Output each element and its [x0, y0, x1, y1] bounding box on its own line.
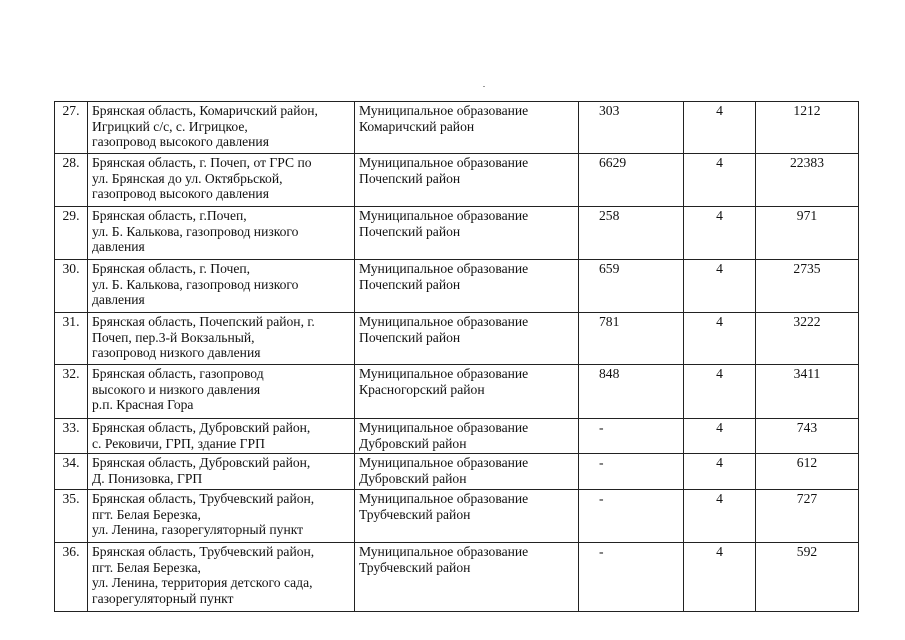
value-col-1: 6629 [579, 154, 684, 207]
object-address: Брянская область, г. Почеп, от ГРС по ул. Брянская до ул. Октябрьской, газопровод высокого давления [88, 154, 355, 207]
object-address: Брянская область, газопровод высокого и низкого давления р.п. Красная Гора [88, 365, 355, 419]
table-body [55, 102, 859, 612]
table-row [55, 543, 859, 612]
owner-name: Муниципальное образование Дубровский район [355, 454, 579, 490]
value-col-2: 4 [684, 454, 756, 490]
owner-name: Муниципальное образование Почепский район [355, 207, 579, 260]
row-number: 36. [55, 543, 88, 612]
owner-name: Муниципальное образование Почепский район [355, 260, 579, 313]
table-row [55, 454, 859, 490]
value-col-2: 4 [684, 365, 756, 419]
value-col-3: 1212 [756, 102, 859, 154]
row-number: 33. [55, 419, 88, 454]
value-col-3: 22383 [756, 154, 859, 207]
row-number: 28. [55, 154, 88, 207]
value-col-1: 659 [579, 260, 684, 313]
table-row [55, 102, 859, 154]
value-col-3: 971 [756, 207, 859, 260]
value-col-2: 4 [684, 102, 756, 154]
object-address: Брянская область, г. Почеп, ул. Б. Калькова, газопровод низкого давления [88, 260, 355, 313]
object-address: Брянская область, Трубчевский район, пгт. Белая Березка, ул. Ленина, территория детского сада, газорегуляторный пункт [88, 543, 355, 612]
owner-name: Муниципальное образование Почепский район [355, 313, 579, 365]
value-col-3: 592 [756, 543, 859, 612]
table-row [55, 154, 859, 207]
table-row [55, 490, 859, 543]
row-number: 29. [55, 207, 88, 260]
property-table [54, 101, 859, 612]
owner-name: Муниципальное образование Красногорский район [355, 365, 579, 419]
value-col-2: 4 [684, 260, 756, 313]
value-col-3: 2735 [756, 260, 859, 313]
table-row [55, 207, 859, 260]
value-col-1: - [579, 419, 684, 454]
value-col-1: - [579, 454, 684, 490]
value-col-2: 4 [684, 154, 756, 207]
owner-name: Муниципальное образование Почепский район [355, 154, 579, 207]
object-address: Брянская область, Комаричский район, Игрицкий с/с, с. Игрицкое, газопровод высокого давления [88, 102, 355, 154]
value-col-2: 4 [684, 543, 756, 612]
table-row [55, 313, 859, 365]
value-col-1: - [579, 543, 684, 612]
owner-name: Муниципальное образование Трубчевский район [355, 490, 579, 543]
value-col-2: 4 [684, 490, 756, 543]
value-col-1: 781 [579, 313, 684, 365]
value-col-3: 743 [756, 419, 859, 454]
value-col-1: 258 [579, 207, 684, 260]
table-row [55, 260, 859, 313]
object-address: Брянская область, Почепский район, г. Почеп, пер.3-й Вокзальный, газопровод низкого давления [88, 313, 355, 365]
row-number: 34. [55, 454, 88, 490]
value-col-3: 612 [756, 454, 859, 490]
value-col-2: 4 [684, 419, 756, 454]
row-number: 30. [55, 260, 88, 313]
row-number: 35. [55, 490, 88, 543]
value-col-3: 727 [756, 490, 859, 543]
owner-name: Муниципальное образование Трубчевский район [355, 543, 579, 612]
row-number: 27. [55, 102, 88, 154]
owner-name: Муниципальное образование Дубровский район [355, 419, 579, 454]
value-col-2: 4 [684, 313, 756, 365]
value-col-3: 3411 [756, 365, 859, 419]
row-number: 32. [55, 365, 88, 419]
table-row [55, 365, 859, 419]
value-col-2: 4 [684, 207, 756, 260]
row-number: 31. [55, 313, 88, 365]
value-col-3: 3222 [756, 313, 859, 365]
value-col-1: - [579, 490, 684, 543]
object-address: Брянская область, г.Почеп, ул. Б. Калькова, газопровод низкого давления [88, 207, 355, 260]
object-address: Брянская область, Дубровский район, с. Рековичи, ГРП, здание ГРП [88, 419, 355, 454]
value-col-1: 848 [579, 365, 684, 419]
owner-name: Муниципальное образование Комаричский район [355, 102, 579, 154]
value-col-1: 303 [579, 102, 684, 154]
object-address: Брянская область, Дубровский район, Д. Понизовка, ГРП [88, 454, 355, 490]
table-row [55, 419, 859, 454]
object-address: Брянская область, Трубчевский район, пгт. Белая Березка, ул. Ленина, газорегуляторный пункт [88, 490, 355, 543]
scan-speck [483, 86, 485, 87]
